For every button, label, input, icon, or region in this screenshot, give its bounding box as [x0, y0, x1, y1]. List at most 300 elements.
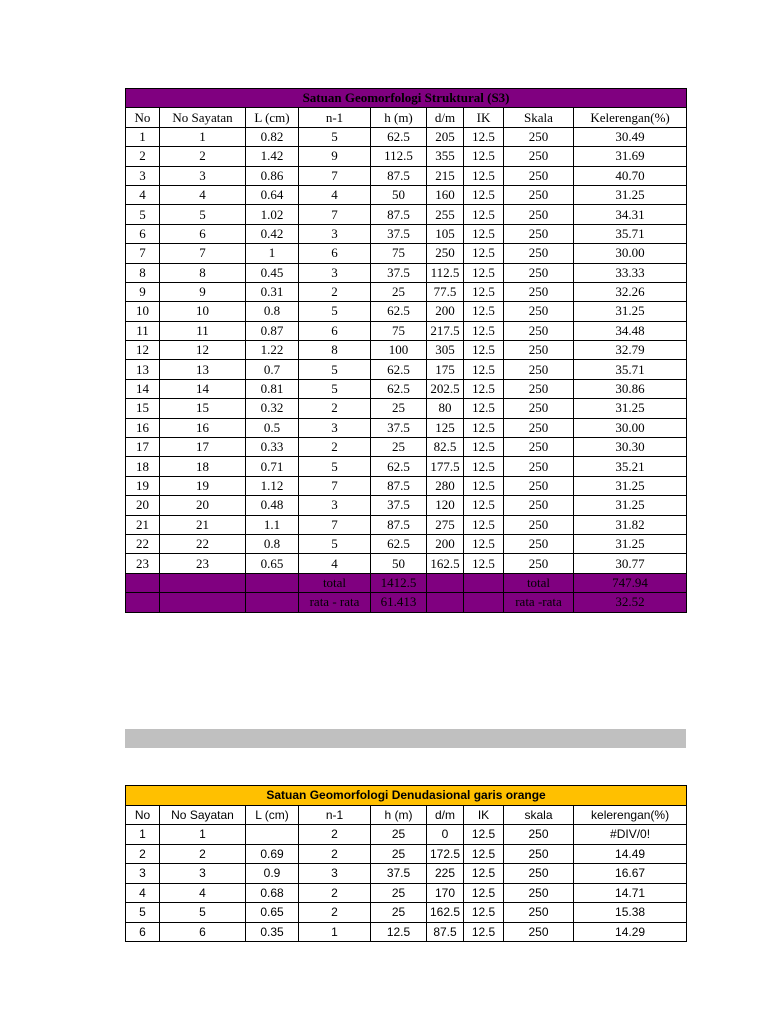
table-cell: 355: [427, 147, 464, 166]
table-cell: 2: [160, 147, 246, 166]
column-header: n-1: [299, 805, 371, 825]
summary-cell: [160, 593, 246, 612]
table-cell: 250: [504, 185, 574, 204]
table-cell: 5: [126, 903, 160, 923]
table-cell: 35.71: [574, 360, 687, 379]
table-cell: 30.77: [574, 554, 687, 573]
table-cell: 177.5: [427, 457, 464, 476]
column-header: kelerengan(%): [574, 805, 687, 825]
table-title-row: [126, 786, 687, 806]
table-cell: 12.5: [464, 341, 504, 360]
table-cell: 10: [160, 302, 246, 321]
table-header-row: [126, 108, 687, 127]
table-cell: 87.5: [371, 476, 427, 495]
table-cell: 250: [504, 244, 574, 263]
table-cell: 12.5: [464, 864, 504, 884]
table-row: [126, 127, 687, 146]
table-cell: 25: [371, 438, 427, 457]
table-cell: 7: [299, 476, 371, 495]
table-cell: 162.5: [427, 554, 464, 573]
table-cell: 12.5: [464, 922, 504, 942]
table-cell: 30.00: [574, 244, 687, 263]
table-cell: 33.33: [574, 263, 687, 282]
table-cell: 15.38: [574, 903, 687, 923]
column-header: IK: [464, 805, 504, 825]
table-cell: 37.5: [371, 263, 427, 282]
table-cell: 0.68: [246, 883, 299, 903]
table-row: [126, 205, 687, 224]
table-cell: 87.5: [371, 205, 427, 224]
table-row: [126, 302, 687, 321]
table-cell: 217.5: [427, 321, 464, 340]
summary-cell: [464, 593, 504, 612]
table-cell: 0.35: [246, 922, 299, 942]
table-cell: 12.5: [464, 883, 504, 903]
table-cell: 112.5: [371, 147, 427, 166]
table-cell: 100: [371, 341, 427, 360]
table-cell: 8: [160, 263, 246, 282]
table-cell: 30.30: [574, 438, 687, 457]
summary-cell: total: [299, 573, 371, 592]
table-cell: 250: [504, 864, 574, 884]
column-header: d/m: [427, 805, 464, 825]
divider-bar: [125, 729, 686, 748]
table-cell: 62.5: [371, 360, 427, 379]
table-cell: 13: [126, 360, 160, 379]
table-cell: 2: [299, 399, 371, 418]
table-cell: 12.5: [464, 418, 504, 437]
table-cell: 1.12: [246, 476, 299, 495]
table-cell: 25: [371, 825, 427, 845]
table-cell: 250: [427, 244, 464, 263]
table-cell: 1: [299, 922, 371, 942]
table-cell: 12.5: [464, 360, 504, 379]
summary-cell: total: [504, 573, 574, 592]
table-cell: 3: [126, 166, 160, 185]
table-cell: 12.5: [464, 185, 504, 204]
table-cell: 0.65: [246, 903, 299, 923]
table-cell: 12.5: [464, 515, 504, 534]
table-cell: 225: [427, 864, 464, 884]
table-cell: 9: [160, 282, 246, 301]
table-cell: 3: [160, 864, 246, 884]
table-cell: 12: [160, 341, 246, 360]
table-cell: 1.22: [246, 341, 299, 360]
column-header: L (cm): [246, 108, 299, 127]
table-cell: 16: [160, 418, 246, 437]
table-cell: 37.5: [371, 864, 427, 884]
table-cell: 18: [126, 457, 160, 476]
table-cell: 1.42: [246, 147, 299, 166]
summary-cell: [126, 593, 160, 612]
table-cell: 3: [160, 166, 246, 185]
table-cell: 250: [504, 825, 574, 845]
table-row: [126, 496, 687, 515]
table-cell: 32.79: [574, 341, 687, 360]
table-cell: 3: [299, 418, 371, 437]
table-cell: 12.5: [464, 496, 504, 515]
table-cell: 37.5: [371, 418, 427, 437]
table-cell: 0.65: [246, 554, 299, 573]
table-cell: 12.5: [464, 844, 504, 864]
table-cell: 0.8: [246, 302, 299, 321]
table-cell: 205: [427, 127, 464, 146]
table-cell: 87.5: [371, 515, 427, 534]
table-cell: 13: [160, 360, 246, 379]
table-cell: 31.25: [574, 302, 687, 321]
table-cell: 0.71: [246, 457, 299, 476]
table-cell: 2: [299, 903, 371, 923]
table-cell: 0.45: [246, 263, 299, 282]
table-cell: 250: [504, 166, 574, 185]
table-cell: 250: [504, 554, 574, 573]
column-header: skala: [504, 805, 574, 825]
table-cell: 12: [126, 341, 160, 360]
table-cell: 14: [126, 379, 160, 398]
summary-cell: [246, 593, 299, 612]
table-row: [126, 554, 687, 573]
table-cell: 31.25: [574, 496, 687, 515]
table-cell: 62.5: [371, 302, 427, 321]
table-cell: 23: [160, 554, 246, 573]
summary-cell: [126, 573, 160, 592]
table-row: [126, 360, 687, 379]
table-cell: 305: [427, 341, 464, 360]
table-cell: #DIV/0!: [574, 825, 687, 845]
table-cell: 2: [299, 438, 371, 457]
table-cell: 77.5: [427, 282, 464, 301]
table-cell: 200: [427, 302, 464, 321]
table-cell: 19: [126, 476, 160, 495]
summary-cell: [246, 573, 299, 592]
table-row: [126, 476, 687, 495]
table-cell: 62.5: [371, 127, 427, 146]
table-cell: 80: [427, 399, 464, 418]
table-cell: 12.5: [464, 321, 504, 340]
column-header: Kelerengan(%): [574, 108, 687, 127]
table-cell: 35.21: [574, 457, 687, 476]
table-cell: 250: [504, 844, 574, 864]
table-cell: 82.5: [427, 438, 464, 457]
column-header: No: [126, 108, 160, 127]
table-cell: 14.71: [574, 883, 687, 903]
table-cell: 2: [299, 282, 371, 301]
table-cell: 12.5: [464, 476, 504, 495]
table-cell: 10: [126, 302, 160, 321]
table-cell: 5: [299, 302, 371, 321]
table-cell: 1.1: [246, 515, 299, 534]
table-cell: 0.42: [246, 224, 299, 243]
table-cell: 250: [504, 341, 574, 360]
table-cell: 4: [299, 554, 371, 573]
table-cell: 7: [299, 166, 371, 185]
table-cell: 12.5: [464, 205, 504, 224]
table-cell: 30.86: [574, 379, 687, 398]
table-cell: 35.71: [574, 224, 687, 243]
table-cell: 8: [126, 263, 160, 282]
table-cell: 12.5: [464, 379, 504, 398]
table-cell: 7: [160, 244, 246, 263]
column-header: n-1: [299, 108, 371, 127]
table-cell: 8: [299, 341, 371, 360]
summary-cell: [427, 593, 464, 612]
table-cell: 12.5: [464, 438, 504, 457]
column-header: Skala: [504, 108, 574, 127]
table-cell: 2: [126, 147, 160, 166]
table-cell: 31.25: [574, 534, 687, 553]
table-cell: 25: [371, 844, 427, 864]
table-cell: 12.5: [464, 399, 504, 418]
table-cell: 18: [160, 457, 246, 476]
table-cell: 3: [299, 263, 371, 282]
column-header: h (m): [371, 805, 427, 825]
summary-row: [126, 593, 687, 612]
table-row: [126, 438, 687, 457]
table-cell: 250: [504, 883, 574, 903]
table-cell: 16: [126, 418, 160, 437]
table-cell: 12.5: [464, 244, 504, 263]
table-cell: 1: [160, 825, 246, 845]
table-cell: 0.48: [246, 496, 299, 515]
table-cell: 250: [504, 457, 574, 476]
table-cell: 7: [299, 205, 371, 224]
table-row: [126, 883, 687, 903]
table-cell: 250: [504, 321, 574, 340]
table-cell: 21: [126, 515, 160, 534]
table-cell: 20: [160, 496, 246, 515]
table-cell: 215: [427, 166, 464, 185]
table-cell: 5: [299, 534, 371, 553]
table-cell: 30.49: [574, 127, 687, 146]
table-cell: 0.31: [246, 282, 299, 301]
table-cell: 3: [299, 224, 371, 243]
table-cell: 5: [299, 379, 371, 398]
summary-cell: 61.413: [371, 593, 427, 612]
table-cell: 250: [504, 476, 574, 495]
table-cell: 0.87: [246, 321, 299, 340]
table-cell: 4: [126, 185, 160, 204]
table-cell: 75: [371, 244, 427, 263]
table-cell: 105: [427, 224, 464, 243]
table-row: [126, 282, 687, 301]
table-cell: 5: [126, 205, 160, 224]
table-cell: 87.5: [371, 166, 427, 185]
summary-row: [126, 573, 687, 592]
table-cell: 0.82: [246, 127, 299, 146]
table-header-row: [126, 805, 687, 825]
table-cell: 250: [504, 302, 574, 321]
table-cell: 0.9: [246, 864, 299, 884]
table-row: [126, 922, 687, 942]
column-header: h (m): [371, 108, 427, 127]
table-cell: 6: [299, 244, 371, 263]
table-cell: 5: [299, 457, 371, 476]
table-row: [126, 244, 687, 263]
table-cell: 12.5: [464, 224, 504, 243]
table-cell: 6: [160, 224, 246, 243]
table-cell: 25: [371, 883, 427, 903]
table-cell: 16.67: [574, 864, 687, 884]
table-cell: 275: [427, 515, 464, 534]
table-cell: 1: [246, 244, 299, 263]
table-cell: 11: [160, 321, 246, 340]
table-cell: 0.64: [246, 185, 299, 204]
table-cell: 1.02: [246, 205, 299, 224]
table-cell: 1: [126, 825, 160, 845]
table-cell: 250: [504, 127, 574, 146]
table-cell: 37.5: [371, 224, 427, 243]
table-cell: 25: [371, 282, 427, 301]
table-cell: 120: [427, 496, 464, 515]
summary-cell: rata -rata: [504, 593, 574, 612]
table-cell: 12.5: [464, 166, 504, 185]
table-cell: 5: [160, 903, 246, 923]
table-cell: 12.5: [464, 457, 504, 476]
table-cell: 12.5: [464, 127, 504, 146]
table-cell: 6: [299, 321, 371, 340]
table-row: [126, 379, 687, 398]
table-cell: 12.5: [464, 825, 504, 845]
table-cell: 14.49: [574, 844, 687, 864]
table-cell: 0.32: [246, 399, 299, 418]
table-cell: 12.5: [464, 147, 504, 166]
table-cell: 3: [299, 496, 371, 515]
table-cell: 14: [160, 379, 246, 398]
table-cell: 12.5: [371, 922, 427, 942]
table-row: [126, 864, 687, 884]
table-row: [126, 341, 687, 360]
table-cell: 250: [504, 399, 574, 418]
table-cell: 32.26: [574, 282, 687, 301]
table-row: [126, 903, 687, 923]
table-cell: 12.5: [464, 302, 504, 321]
table-cell: 12.5: [464, 263, 504, 282]
table-cell: 31.82: [574, 515, 687, 534]
table-cell: 9: [126, 282, 160, 301]
table-cell: 3: [299, 864, 371, 884]
column-header: No Sayatan: [160, 805, 246, 825]
table-cell: 31.25: [574, 399, 687, 418]
table-row: [126, 825, 687, 845]
summary-cell: rata - rata: [299, 593, 371, 612]
table-cell: 170: [427, 883, 464, 903]
table-cell: 3: [126, 864, 160, 884]
table-cell: 2: [299, 883, 371, 903]
table-cell: 6: [160, 922, 246, 942]
column-header: No: [126, 805, 160, 825]
table-cell: 0.81: [246, 379, 299, 398]
summary-cell: [427, 573, 464, 592]
table-cell: 112.5: [427, 263, 464, 282]
table-cell: 0.8: [246, 534, 299, 553]
table-cell: 162.5: [427, 903, 464, 923]
table-cell: 200: [427, 534, 464, 553]
table-cell: 4: [160, 883, 246, 903]
table-cell: 250: [504, 147, 574, 166]
table-cell: 250: [504, 534, 574, 553]
column-header: d/m: [427, 108, 464, 127]
table-row: [126, 147, 687, 166]
table-row: [126, 321, 687, 340]
summary-cell: 1412.5: [371, 573, 427, 592]
table-cell: 31.25: [574, 476, 687, 495]
table-cell: 5: [160, 205, 246, 224]
table-cell: 7: [126, 244, 160, 263]
table-cell: 12.5: [464, 903, 504, 923]
table-cell: 31.69: [574, 147, 687, 166]
table-cell: 2: [126, 844, 160, 864]
summary-cell: [464, 573, 504, 592]
table-cell: 4: [299, 185, 371, 204]
table-cell: 250: [504, 438, 574, 457]
table-cell: 250: [504, 205, 574, 224]
table-cell: 50: [371, 185, 427, 204]
table-cell: 6: [126, 224, 160, 243]
struktural-table: [125, 88, 687, 613]
table-cell: 2: [160, 844, 246, 864]
table-cell: 250: [504, 418, 574, 437]
table-cell: 25: [371, 903, 427, 923]
table-row: [126, 844, 687, 864]
table-cell: 1: [160, 127, 246, 146]
table-cell: 7: [299, 515, 371, 534]
table-cell: 125: [427, 418, 464, 437]
table-cell: 250: [504, 263, 574, 282]
table-cell: 5: [299, 127, 371, 146]
table-row: [126, 457, 687, 476]
table-cell: 250: [504, 515, 574, 534]
table-row: [126, 166, 687, 185]
denudasional-table: [125, 785, 687, 942]
table-cell: 34.31: [574, 205, 687, 224]
table-cell: 280: [427, 476, 464, 495]
table-title: Satuan Geomorfologi Struktural (S3): [126, 89, 687, 108]
table-row: [126, 418, 687, 437]
table-cell: 0.33: [246, 438, 299, 457]
table-cell: 0: [427, 825, 464, 845]
table-cell: 5: [299, 360, 371, 379]
table-cell: 12.5: [464, 534, 504, 553]
table-cell: 1: [126, 127, 160, 146]
table-cell: 0.86: [246, 166, 299, 185]
table-cell: 4: [126, 883, 160, 903]
table-row: [126, 399, 687, 418]
table-row: [126, 534, 687, 553]
table-cell: 87.5: [427, 922, 464, 942]
table-cell: 17: [126, 438, 160, 457]
table-row: [126, 515, 687, 534]
table-cell: 15: [160, 399, 246, 418]
table-cell: 0.7: [246, 360, 299, 379]
table-cell: 20: [126, 496, 160, 515]
table-cell: 75: [371, 321, 427, 340]
table-cell: 19: [160, 476, 246, 495]
table-cell: 40.70: [574, 166, 687, 185]
table-cell: 255: [427, 205, 464, 224]
table-cell: 250: [504, 360, 574, 379]
table-cell: 62.5: [371, 534, 427, 553]
table-cell: 160: [427, 185, 464, 204]
table-cell: 21: [160, 515, 246, 534]
column-header: No Sayatan: [160, 108, 246, 127]
table-cell: 250: [504, 922, 574, 942]
table-cell: 250: [504, 224, 574, 243]
summary-cell: [160, 573, 246, 592]
table-cell: 250: [504, 903, 574, 923]
table-title: Satuan Geomorfologi Denudasional garis orange: [126, 786, 687, 806]
table-cell: 17: [160, 438, 246, 457]
table-cell: 250: [504, 379, 574, 398]
